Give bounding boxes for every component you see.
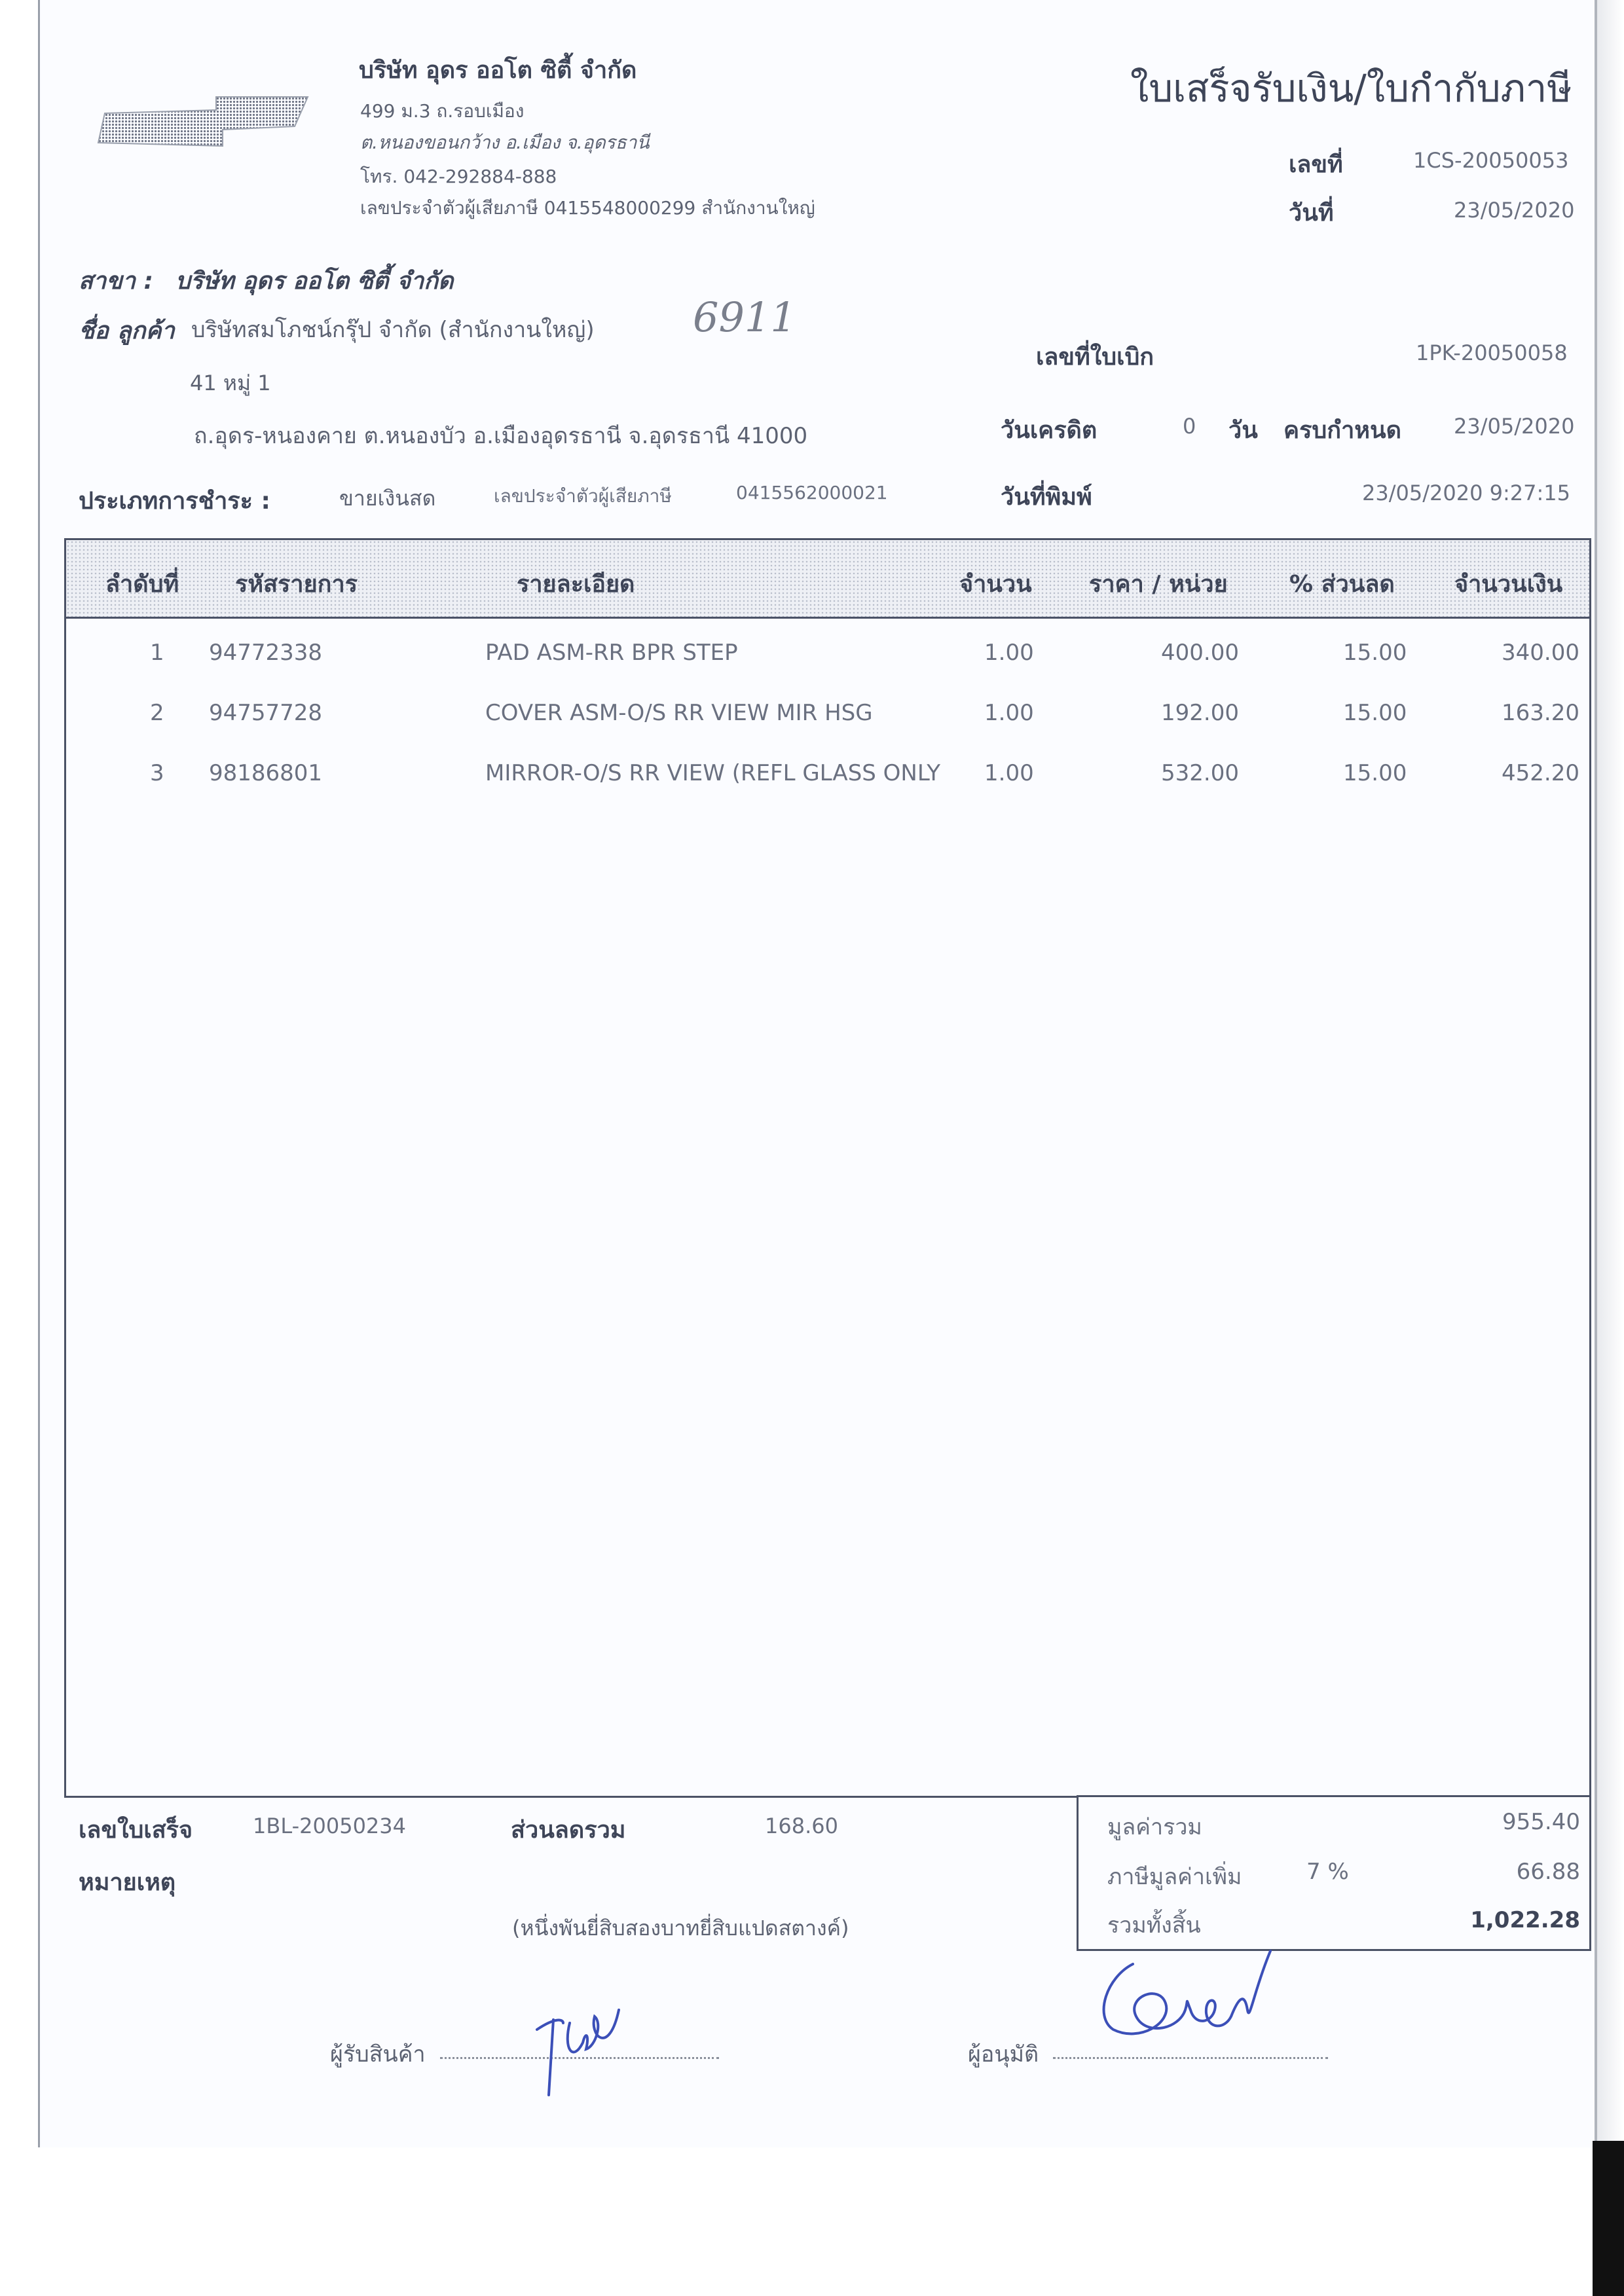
document-date-label: วันที่ [1289, 200, 1334, 227]
col-header-qty: จำนวน [959, 571, 1032, 598]
row-1-discount: 15.00 [1343, 640, 1407, 666]
row-1-qty: 1.00 [984, 640, 1034, 666]
row-2-qty: 1.00 [984, 700, 1034, 726]
row-2-amount: 163.20 [1502, 700, 1579, 726]
receiver-label: ผู้รับสินค้า [330, 2041, 426, 2068]
document-no-value: 1CS-20050053 [1413, 148, 1569, 173]
items-table [64, 538, 1591, 1798]
receipt-no-label: เลขใบเสร็จ [79, 1817, 193, 1844]
customer-address-2: ถ.อุดร-หนองคาย ต.หนองบัว อ.เมืองอุดรธานี จ.อุดรธานี 41000 [194, 423, 808, 449]
company-name: บริษัท อุดร ออโต ซิตี้ จำกัด [359, 57, 637, 84]
row-3-no: 3 [150, 760, 164, 786]
handwritten-note: 6911 [693, 293, 796, 341]
row-2-unit-price: 192.00 [1161, 700, 1239, 726]
company-phone: โทร. 042-292884-888 [360, 166, 557, 187]
approver-signature [1087, 1938, 1283, 2056]
customer-name-value: บริษัทสมโภชน์กรุ๊ป จำกัด (สำนักงานใหญ่) [191, 317, 595, 343]
row-1-description: PAD ASM-RR BPR STEP [485, 640, 738, 666]
col-header-amount: จำนวนเงิน [1454, 571, 1563, 598]
company-address-1: 499 ม.3 ถ.รอบเมือง [360, 100, 525, 122]
branch-value: บริษัท อุดร ออโต ซิตี้ จำกัด [175, 268, 454, 295]
grand-total-label: รวมทั้งสิ้น [1107, 1912, 1201, 1939]
vat-label: ภาษีมูลค่าเพิ่ม [1107, 1864, 1242, 1890]
receiver-signature [524, 1984, 629, 2102]
customer-tax-label: เลขประจำตัวผู้เสียภาษี [494, 485, 672, 507]
amount-in-words: (หนึ่งพันยี่สิบสองบาทยี่สิบแปดสตางค์) [512, 1916, 849, 1941]
row-1-unit-price: 400.00 [1161, 640, 1239, 666]
approver-label: ผู้อนุมัติ [968, 2041, 1039, 2068]
customer-name-label: ชื่อ ลูกค้า [79, 318, 175, 344]
remark-label: หมายเหตุ [79, 1869, 176, 1896]
col-header-no: ลำดับที่ [105, 571, 179, 598]
vat-value: 66.88 [1516, 1859, 1580, 1885]
items-table-header [66, 540, 1589, 619]
branch-label: สาขา : [79, 268, 153, 295]
payment-type-value: ขายเงินสด [339, 486, 436, 511]
scan-edge-shadow [1595, 0, 1624, 2141]
row-1-amount: 340.00 [1502, 640, 1579, 666]
scan-black-edge [1593, 2141, 1624, 2296]
row-3-amount: 452.20 [1502, 760, 1579, 786]
document-title: ใบเสร็จรับเงิน/ใบกำกับภาษี [1130, 66, 1572, 111]
credit-days-unit: วัน [1228, 417, 1258, 444]
subtotal-label: มูลค่ารวม [1107, 1814, 1202, 1840]
col-header-discount: % ส่วนลด [1289, 571, 1395, 598]
row-1-no: 1 [150, 640, 164, 666]
row-1-code: 94772338 [209, 640, 323, 666]
pick-slip-value: 1PK-20050058 [1416, 340, 1568, 365]
credit-days-label: วันเครดิต [1001, 417, 1098, 444]
row-3-code: 98186801 [209, 760, 323, 786]
document-date-value: 23/05/2020 [1454, 198, 1575, 223]
discount-total-label: ส่วนลดรวม [511, 1817, 626, 1844]
row-2-description: COVER ASM-O/S RR VIEW MIR HSG [485, 700, 873, 726]
col-header-unit-price: ราคา / หน่วย [1089, 571, 1228, 598]
due-date-label: ครบกำหนด [1283, 417, 1401, 444]
discount-total-value: 168.60 [765, 1813, 838, 1838]
row-2-code: 94757728 [209, 700, 323, 726]
print-date-label: วันที่พิมพ์ [1001, 484, 1092, 511]
company-address-2: ต.หนองขอนกว้าง อ.เมือง จ.อุดรธานี [360, 132, 650, 153]
grand-total-value: 1,022.28 [1470, 1907, 1580, 1933]
document-no-label: เลขที่ [1289, 151, 1343, 178]
company-tax-id: เลขประจำตัวผู้เสียภาษี 0415548000299 สำนักงานใหญ่ [360, 197, 815, 219]
approver-signature-line [1053, 2057, 1328, 2059]
due-date-value: 23/05/2020 [1454, 414, 1575, 439]
row-3-description: MIRROR-O/S RR VIEW (REFL GLASS ONLY [485, 760, 941, 786]
customer-address-1: 41 หมู่ 1 [190, 371, 271, 395]
subtotal-value: 955.40 [1502, 1809, 1580, 1835]
row-2-discount: 15.00 [1343, 700, 1407, 726]
row-2-no: 2 [150, 700, 164, 726]
row-3-unit-price: 532.00 [1161, 760, 1239, 786]
pick-slip-label: เลขที่ใบเบิก [1036, 344, 1154, 371]
company-logo [92, 90, 334, 156]
customer-tax-value: 0415562000021 [736, 482, 888, 503]
row-3-qty: 1.00 [984, 760, 1034, 786]
print-date-value: 23/05/2020 9:27:15 [1362, 481, 1570, 505]
receipt-no-value: 1BL-20050234 [253, 1813, 406, 1838]
col-header-description: รายละเอียด [517, 571, 635, 598]
totals-box [1077, 1795, 1591, 1951]
row-3-discount: 15.00 [1343, 760, 1407, 786]
col-header-code: รหัสรายการ [235, 571, 358, 598]
credit-days-value: 0 [1183, 414, 1196, 439]
vat-rate: 7 % [1306, 1859, 1349, 1885]
payment-type-label: ประเภทการชำระ : [79, 488, 270, 515]
